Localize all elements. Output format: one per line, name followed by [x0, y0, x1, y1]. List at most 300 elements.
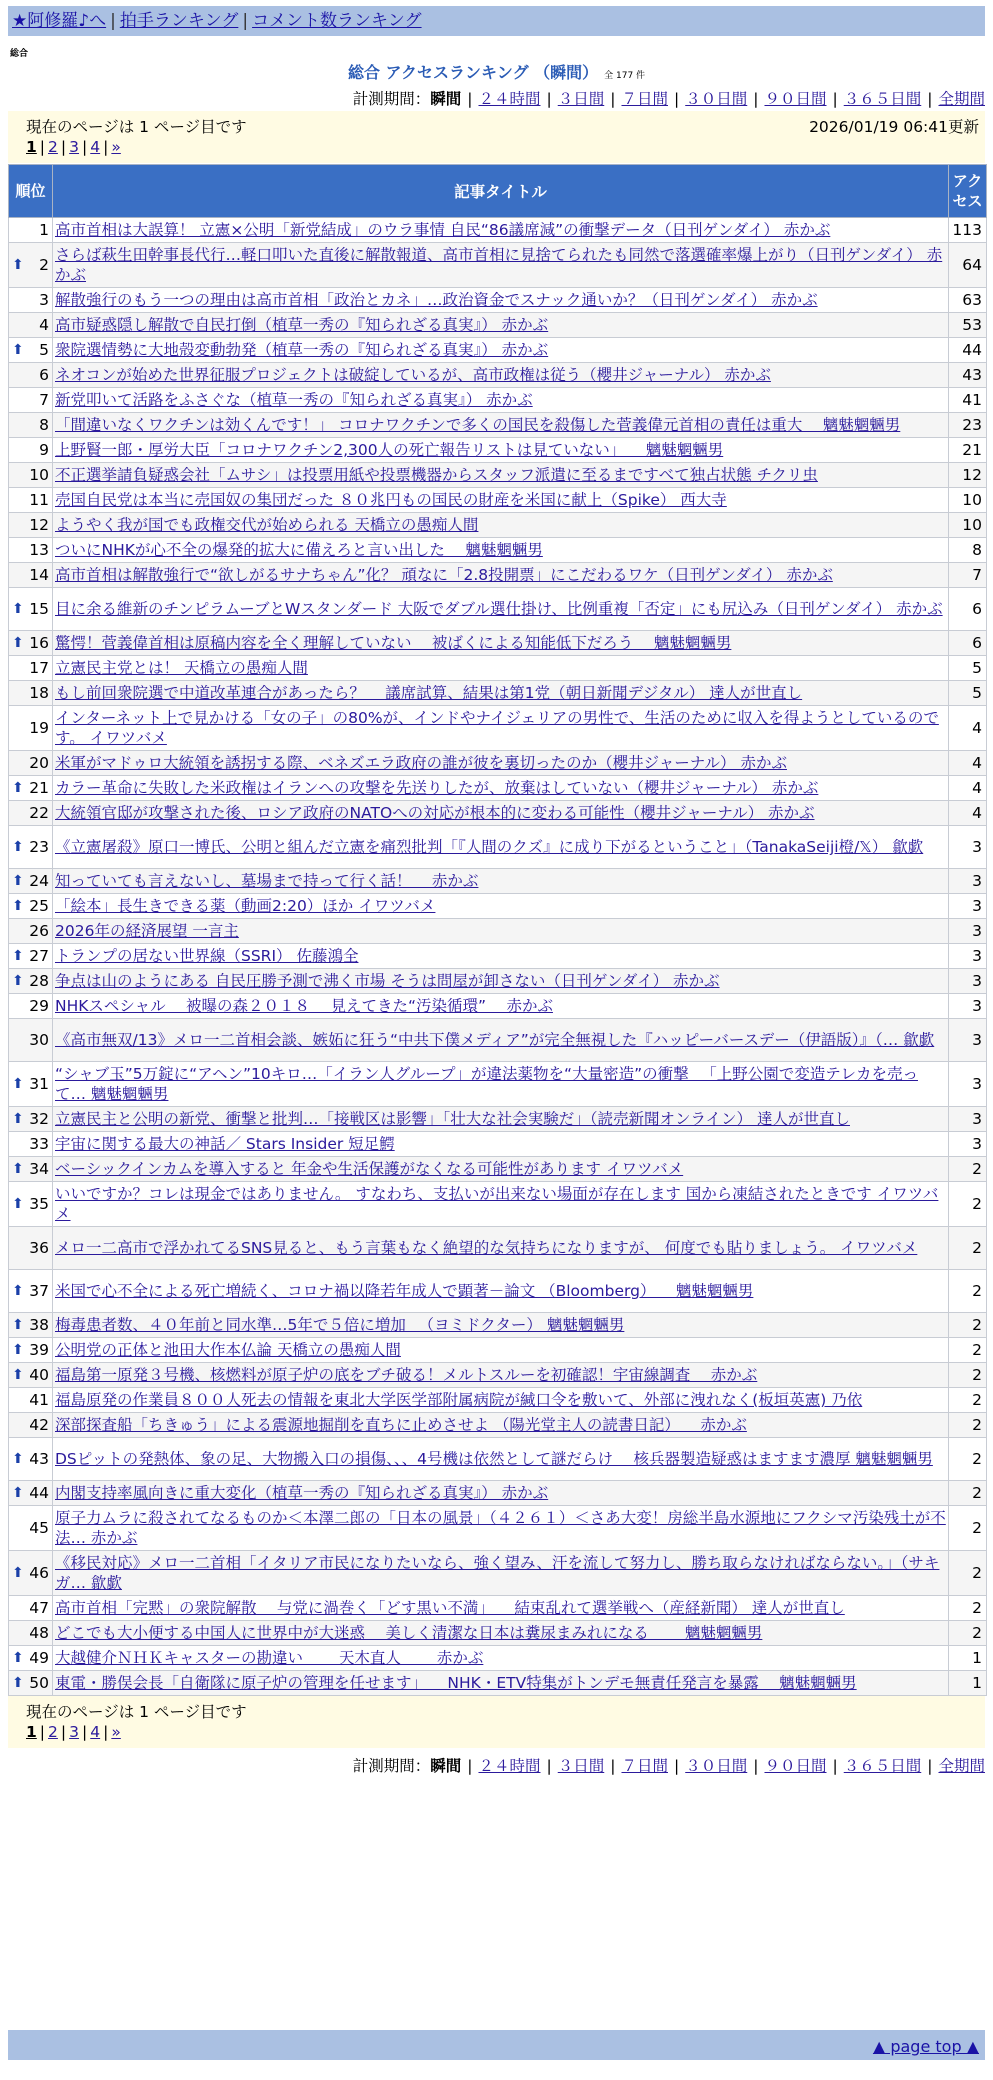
- page-link[interactable]: 3: [69, 1723, 80, 1741]
- period-link[interactable]: ３日間: [557, 90, 605, 108]
- article-title-link[interactable]: ようやく我が国でも政権交代が始められる 天橋立の愚痴人間: [55, 516, 479, 534]
- rank-number: 44: [29, 1484, 49, 1502]
- page-next-link[interactable]: »: [111, 1723, 121, 1741]
- period-link[interactable]: ２４時間: [478, 90, 541, 108]
- title-cell: [53, 869, 949, 894]
- title-cell: [53, 681, 949, 706]
- page-current: 1: [26, 138, 37, 156]
- title-cell: [53, 1107, 949, 1132]
- table-row: [9, 538, 987, 563]
- title-cell: [53, 1019, 949, 1062]
- up-arrow-icon: ⬆: [12, 342, 24, 358]
- rank-number: 37: [29, 1282, 49, 1300]
- up-arrow-icon: ⬆: [12, 948, 24, 964]
- access-count: 3: [949, 826, 987, 869]
- ranking-table: [8, 164, 987, 1696]
- period-separator: |: [467, 1757, 473, 1775]
- article-title-link[interactable]: 不正選挙請負疑惑会社「ムサシ」は投票用紙や投票機器からスタッフ派遣に至るまですべて独占状態 チクリ虫: [55, 466, 818, 484]
- article-title-link[interactable]: 立憲民主と公明の新党、衝撃と批判…「接戦区は影響」「壮大な社会実験だ」（読売新聞オンライン） 達人が世直し: [55, 1110, 850, 1128]
- article-title-link[interactable]: 公明党の正体と池田大作本仏論 天橋立の愚痴人間: [55, 1341, 401, 1359]
- rank-cell: [9, 488, 53, 513]
- article-title-link[interactable]: 深部探査船「ちきゅう」による震源地掘削を直ちに止めさせよ （陽光堂主人の読書日記） 赤かぶ: [55, 1416, 747, 1434]
- rank-number: 36: [29, 1239, 49, 1257]
- access-count: 3: [949, 1132, 987, 1157]
- page-separator: |: [60, 1723, 67, 1741]
- title-cell: [53, 1062, 949, 1107]
- rank-number: 45: [29, 1519, 49, 1537]
- access-count: 3: [949, 944, 987, 969]
- page-links: [26, 138, 121, 156]
- title-cell: [53, 1270, 949, 1313]
- title-header: 記事タイトル: [53, 165, 949, 218]
- rank-cell: [9, 1182, 53, 1227]
- rank-cell: [9, 1107, 53, 1132]
- page-next-link[interactable]: »: [111, 138, 121, 156]
- rank-number: 26: [29, 922, 49, 940]
- table-row: [9, 388, 987, 413]
- title-cell: [53, 538, 949, 563]
- access-count: 12: [949, 463, 987, 488]
- rank-number: 10: [29, 466, 49, 484]
- rank-number: 42: [29, 1416, 49, 1434]
- access-count: 8: [949, 538, 987, 563]
- table-row: [9, 631, 987, 656]
- access-count: 10: [949, 488, 987, 513]
- access-count: 5: [949, 656, 987, 681]
- up-arrow-icon: ⬆: [12, 1675, 24, 1691]
- period-separator: |: [832, 90, 838, 108]
- up-arrow-icon: ⬆: [12, 601, 24, 617]
- period-separator: |: [467, 90, 473, 108]
- up-arrow-icon: ⬆: [12, 1342, 24, 1358]
- rank-cell: [9, 1313, 53, 1338]
- rank-cell: [9, 656, 53, 681]
- article-title-link[interactable]: 立憲民主党とは！ 天橋立の愚痴人間: [55, 659, 308, 677]
- access-count: 2: [949, 1363, 987, 1388]
- up-arrow-icon: ⬆: [12, 1111, 24, 1127]
- title-cell: [53, 1506, 949, 1551]
- rank-number: 35: [29, 1195, 49, 1213]
- up-arrow-icon: ⬆: [12, 839, 24, 855]
- access-count: 3: [949, 1019, 987, 1062]
- rank-cell: [9, 1621, 53, 1646]
- table-row: [9, 994, 987, 1019]
- title-cell: [53, 218, 949, 243]
- article-title-link[interactable]: 衆院選情勢に大地殻変動勃発（植草一秀の『知られざる真実』） 赤かぶ: [55, 341, 549, 359]
- article-title-link[interactable]: さらば萩生田幹事長代行…軽口叩いた直後に解散報道、高市首相に見捨てられたも同然で落選確率爆上がり（日刊ゲンダイ） 赤かぶ: [55, 246, 943, 284]
- period-link[interactable]: ３６５日間: [843, 1757, 922, 1775]
- article-title-link[interactable]: 原子力ムラに殺されてなるものか＜本澤二郎の「日本の風景」（４２６１）＜さあ大変！房総半島水源地にフクシマ汚染残土が不法… 赤かぶ: [55, 1509, 946, 1547]
- rank-number: 19: [29, 719, 49, 737]
- table-row: [9, 1481, 987, 1506]
- title-cell: [53, 313, 949, 338]
- up-arrow-icon: ⬆: [12, 1367, 24, 1383]
- access-count: 113: [949, 218, 987, 243]
- up-arrow-icon: ⬆: [12, 1283, 24, 1299]
- rank-number: 1: [39, 221, 49, 239]
- access-count: 2: [949, 1551, 987, 1596]
- title-cell: [53, 1182, 949, 1227]
- rank-number: 16: [29, 634, 49, 652]
- rank-number: 5: [39, 341, 49, 359]
- title-cell: [53, 969, 949, 994]
- title-cell: [53, 919, 949, 944]
- access-count: 3: [949, 869, 987, 894]
- article-title-link[interactable]: 知っていても言えないし、墓場まで持って行く話！ 赤かぶ: [55, 872, 479, 890]
- table-row: [9, 944, 987, 969]
- period-link[interactable]: ３０日間: [685, 90, 748, 108]
- access-count: 3: [949, 919, 987, 944]
- rank-cell: [9, 869, 53, 894]
- rank-number: 20: [29, 754, 49, 772]
- table-row: [9, 438, 987, 463]
- table-row: [9, 969, 987, 994]
- rank-cell: [9, 338, 53, 363]
- article-title-link[interactable]: 高市首相は大誤算！ 立憲×公明「新党結成」のウラ事情 自民“86議席減”の衝撃データ（日刊ゲンダイ） 赤かぶ: [55, 221, 831, 239]
- period-link[interactable]: ３日間: [557, 1757, 605, 1775]
- table-row: [9, 1062, 987, 1107]
- nav-applause-ranking-link[interactable]: 拍手ランキング: [119, 11, 239, 31]
- access-count: 2: [949, 1157, 987, 1182]
- nav-separator: |: [242, 11, 249, 31]
- title-cell: [53, 243, 949, 288]
- table-row: [9, 869, 987, 894]
- rank-cell: [9, 944, 53, 969]
- article-title-link[interactable]: いいですか？コレは現金ではありません。 すなわち、支払いが出来ない場面が存在します 国から凍結されたときです イワツバメ: [55, 1185, 939, 1223]
- rank-number: 46: [29, 1564, 49, 1582]
- page-links: [26, 1723, 121, 1741]
- article-title-link[interactable]: 《立憲屠殺》原口一博氏、公明と組んだ立憲を痛烈批判「『人間のクズ』に成り下がるということ」（TanakaSeiji橙/𝕏） 歙歔: [55, 838, 924, 856]
- period-separator: |: [674, 90, 680, 108]
- rank-number: 27: [29, 947, 49, 965]
- article-title-link[interactable]: 内閣支持率風向きに重大変化（植草一秀の『知られざる真実』） 赤かぶ: [55, 1484, 549, 1502]
- article-title-link[interactable]: 驚愕！菅義偉首相は原稿内容を全く理解していない 被ばくによる知能低下だろう 魑魅魍魎男: [55, 634, 732, 652]
- rank-cell: [9, 463, 53, 488]
- table-row: [9, 801, 987, 826]
- period-link[interactable]: ２４時間: [478, 1757, 541, 1775]
- table-row: [9, 751, 987, 776]
- table-row: [9, 1132, 987, 1157]
- rank-cell: [9, 363, 53, 388]
- page-separator: |: [82, 138, 88, 156]
- up-arrow-icon: ⬆: [12, 898, 24, 914]
- table-row: [9, 1596, 987, 1621]
- rank-cell: [9, 1551, 53, 1596]
- article-title-link[interactable]: 福島第一原発３号機、核燃料が原子炉の底をブチ破る！メルトスルーを初確認！宇宙線調査 赤かぶ: [55, 1366, 758, 1384]
- article-title-link[interactable]: 大越健介ＮＨＫキャスターの勘違い 天木直人 赤かぶ: [55, 1649, 484, 1667]
- table-row: [9, 1227, 987, 1270]
- article-title-link[interactable]: ベーシックインカムを導入すると 年金や生活保護がなくなる可能性があります イワツバメ: [55, 1160, 684, 1178]
- top-nav-bar: [8, 6, 985, 36]
- rank-cell: [9, 894, 53, 919]
- title-cell: [53, 801, 949, 826]
- table-row: [9, 363, 987, 388]
- rank-number: 38: [29, 1316, 49, 1334]
- access-count: 2: [949, 1313, 987, 1338]
- article-title-link[interactable]: 上野賢一郎・厚労大臣「コロナワクチン2,300人の死亡報告リストは見ていない」 魑魅魍魎男: [55, 441, 724, 459]
- article-title-link[interactable]: 《高市無双/13》メロ一二首相会談、嫉妬に狂う“中共下僕メディア”が完全無視した『ハッピーバースデー（伊語版）』（… 歙歔: [55, 1031, 935, 1049]
- rank-number: 15: [29, 600, 49, 618]
- rank-number: 3: [39, 291, 49, 309]
- rank-number: 21: [29, 779, 49, 797]
- period-link[interactable]: ９０日間: [764, 1757, 827, 1775]
- updated-timestamp: 2026/01/19 06:41更新: [809, 118, 979, 136]
- title-cell: [53, 1596, 949, 1621]
- article-title-link[interactable]: 「間違いなくワクチンは効くんです！」 コロナワクチンで多くの国民を殺傷した菅義偉元首相の責任は重大 魑魅魍魎男: [55, 416, 901, 434]
- article-title-link[interactable]: 「絵本」長生きできる薬（動画2:20）ほか イワツバメ: [55, 897, 436, 915]
- access-count: 2: [949, 1481, 987, 1506]
- title-cell: [53, 1157, 949, 1182]
- article-title-link[interactable]: 争点は山のようにある 自民圧勝予測で沸く市場 そうは問屋が卸さない（日刊ゲンダイ） 赤かぶ: [55, 972, 720, 990]
- period-link[interactable]: ９０日間: [764, 90, 827, 108]
- period-link[interactable]: ３０日間: [685, 1757, 748, 1775]
- title-cell: [53, 438, 949, 463]
- page-link[interactable]: 2: [48, 138, 58, 156]
- period-separator: |: [610, 1757, 616, 1775]
- rank-number: 39: [29, 1341, 49, 1359]
- table-row: [9, 1388, 987, 1413]
- period-separator: |: [753, 1757, 759, 1775]
- period-separator: |: [832, 1757, 838, 1775]
- rank-number: 28: [29, 972, 49, 990]
- page-title: [0, 60, 993, 83]
- table-row: [9, 706, 987, 751]
- period-current: 瞬間: [430, 90, 462, 108]
- table-row: [9, 463, 987, 488]
- rank-number: 43: [29, 1450, 49, 1468]
- page-link[interactable]: 4: [90, 138, 101, 156]
- rank-number: 29: [29, 997, 49, 1015]
- table-row: [9, 656, 987, 681]
- category-label: 総合: [10, 49, 29, 59]
- rank-number: 7: [39, 391, 49, 409]
- rank-cell: [9, 801, 53, 826]
- page-info: 現在のページは 1 ページ目です: [26, 1703, 247, 1721]
- access-count: 2: [949, 1621, 987, 1646]
- rank-cell: [9, 588, 53, 631]
- rank-number: 48: [29, 1624, 49, 1642]
- period-label: 計測期間：: [352, 1757, 431, 1775]
- title-cell: [53, 1551, 949, 1596]
- article-title-link[interactable]: メロ一二高市で浮かれてるSNS見ると、もう言葉もなく絶望的な気持ちになりますが、 何度でも貼りましょう。 イワツバメ: [55, 1239, 918, 1257]
- page-info: 現在のページは 1 ページ目です: [26, 118, 247, 136]
- table-row: [9, 288, 987, 313]
- up-arrow-icon: ⬆: [12, 1650, 24, 1666]
- table-row: [9, 1551, 987, 1596]
- article-title-link[interactable]: 高市首相「完黙」の衆院解散 与党に渦巻く「どす黒い不満」 結束乱れて選挙戦へ（産経新聞） 達人が世直し: [55, 1599, 845, 1617]
- rank-number: 14: [29, 566, 49, 584]
- page-link[interactable]: 4: [90, 1723, 101, 1741]
- rank-header: 順位: [9, 165, 53, 218]
- article-title-link[interactable]: インターネット上で見かける「女の子」の80%が、インドやナイジェリアの男性で、生活のために収入を得ようとしているのです。 イワツバメ: [55, 709, 939, 747]
- article-title-link[interactable]: 《移民対応》メロ一二首相「イタリア市民になりたいなら、強く望み、汗を流して努力し、勝ち取らなければならない。」（サキガ… 歙歔: [55, 1554, 940, 1592]
- period-link[interactable]: 全期間: [938, 90, 985, 108]
- article-title-link[interactable]: ついにNHKが心不全の爆発的拡大に備えろと言い出した 魑魅魍魎男: [55, 541, 543, 559]
- title-cell: [53, 463, 949, 488]
- page-link[interactable]: 2: [48, 1723, 58, 1741]
- table-row: [9, 413, 987, 438]
- access-count: 43: [949, 363, 987, 388]
- article-title-link[interactable]: DSピットの発熱体、象の足、大物搬入口の損傷、、、4号機は依然として謎だらけ 核兵器製造疑惑はますます濃厚 魑魅魍魎男: [55, 1450, 933, 1468]
- rank-cell: [9, 1646, 53, 1671]
- period-separator: |: [546, 1757, 552, 1775]
- up-arrow-icon: ⬆: [12, 1565, 24, 1581]
- article-title-link[interactable]: どこでも大小便する中国人に世界中が大迷惑 美しく清潔な日本は糞尿まみれになる 魑魅魍魎男: [55, 1624, 763, 1642]
- access-count: 4: [949, 751, 987, 776]
- rank-number: 24: [29, 872, 49, 890]
- access-count: 6: [949, 588, 987, 631]
- page-separator: |: [103, 1723, 109, 1741]
- article-title-link[interactable]: 東電・勝俣会長「自衛隊に原子炉の管理を任せます」 NHK・ETV特集がトンデモ無責任発言を暴露 魑魅魍魎男: [55, 1674, 857, 1692]
- page-link[interactable]: 3: [69, 138, 80, 156]
- access-count: 2: [949, 1596, 987, 1621]
- title-cell: [53, 994, 949, 1019]
- page-separator: |: [103, 138, 109, 156]
- period-separator: |: [753, 90, 759, 108]
- page-current: 1: [26, 1723, 37, 1741]
- title-cell: [53, 1481, 949, 1506]
- access-count: 2: [949, 1270, 987, 1313]
- rank-cell: [9, 538, 53, 563]
- rank-number: 31: [29, 1075, 49, 1093]
- rank-number: 23: [29, 838, 49, 856]
- period-link[interactable]: 全期間: [938, 1757, 985, 1775]
- article-title-link[interactable]: 2026年の経済展望 一言主: [55, 922, 239, 940]
- article-title-link[interactable]: もし前回衆院選で中道改革連合があったら？ 議席試算、結果は第1党（朝日新聞デジタル） 達人が世直し: [55, 684, 803, 702]
- rank-cell: [9, 243, 53, 288]
- table-row: [9, 1270, 987, 1313]
- article-title-link[interactable]: “シャブ玉”5万錠に“アヘン”10キロ…「イラン人グループ」が違法薬物を“大量密造”の衝撃 「上野公園で変造テレカを売って… 魑魅魍魎男: [55, 1065, 918, 1103]
- period-link[interactable]: ７日間: [621, 1757, 668, 1775]
- article-title-link[interactable]: 宇宙に関する最大の神話／ Stars Insider 短足鰐: [55, 1135, 395, 1153]
- rank-cell: [9, 681, 53, 706]
- page-top-link[interactable]: ▲ page top ▲: [872, 2037, 979, 2056]
- table-row: [9, 488, 987, 513]
- article-title-link[interactable]: 売国自民党は本当に売国奴の集団だった ８０兆円もの国民の財産を米国に献上（Spike） 西大寺: [55, 491, 727, 509]
- nav-separator: |: [110, 11, 116, 31]
- access-count: 3: [949, 1062, 987, 1107]
- rank-cell: [9, 1019, 53, 1062]
- access-count: 41: [949, 388, 987, 413]
- title-cell: [53, 388, 949, 413]
- period-separator: |: [927, 90, 933, 108]
- table-row: [9, 919, 987, 944]
- nav-home-link[interactable]: ★阿修羅♪へ: [12, 11, 107, 31]
- page-separator: |: [39, 138, 46, 156]
- title-cell: [53, 288, 949, 313]
- table-header-row: [9, 165, 987, 218]
- article-title-link[interactable]: ネオコンが始めた世界征服プロジェクトは破綻しているが、高市政権は従う（櫻井ジャーナル） 赤かぶ: [55, 366, 771, 384]
- period-link[interactable]: ７日間: [621, 90, 668, 108]
- rank-cell: [9, 1481, 53, 1506]
- page-separator: |: [60, 138, 67, 156]
- rank-cell: [9, 969, 53, 994]
- rank-cell: [9, 313, 53, 338]
- article-title-link[interactable]: 目に余る維新のチンピラムーブとWスタンダード 大阪でダブル選仕掛け、比例重複「否定」にも尻込み（日刊ゲンダイ） 赤かぶ: [55, 600, 943, 618]
- article-title-link[interactable]: 解散強行のもう一つの理由は高市首相「政治とカネ」…政治資金でスナック通いか？（日刊ゲンダイ） 赤かぶ: [55, 291, 818, 309]
- access-count: 3: [949, 994, 987, 1019]
- rank-cell: [9, 288, 53, 313]
- title-cell: [53, 631, 949, 656]
- rank-number: 34: [29, 1160, 49, 1178]
- up-arrow-icon: ⬆: [12, 1076, 24, 1092]
- table-row: [9, 563, 987, 588]
- rank-number: 2: [39, 256, 49, 274]
- article-title-link[interactable]: 新党叩いて活路をふさぐな（植草一秀の『知られざる真実』） 赤かぶ: [55, 391, 533, 409]
- table-row: [9, 1338, 987, 1363]
- rank-number: 11: [29, 491, 49, 509]
- nav-comment-ranking-link[interactable]: コメント数ランキング: [252, 11, 422, 31]
- up-arrow-icon: ⬆: [12, 780, 24, 796]
- table-row: [9, 1107, 987, 1132]
- table-row: [9, 894, 987, 919]
- article-title-link[interactable]: 梅毒患者数、４０年前と同水準…5年で５倍に増加 （ヨミドクター） 魑魅魍魎男: [55, 1316, 625, 1334]
- title-cell: [53, 1363, 949, 1388]
- period-link[interactable]: ３６５日間: [843, 90, 922, 108]
- article-title-link[interactable]: NHKスペシャル 被曝の森２０１８ 見えてきた“汚染循環” 赤かぶ: [55, 997, 553, 1015]
- article-title-link[interactable]: カラー革命に失敗した米政権はイランへの攻撃を先送りしたが、放棄はしていない（櫻井ジャーナル） 赤かぶ: [55, 779, 819, 797]
- access-count: 21: [949, 438, 987, 463]
- rank-cell: [9, 513, 53, 538]
- table-row: [9, 1506, 987, 1551]
- table-row: [9, 1019, 987, 1062]
- access-count: 63: [949, 288, 987, 313]
- title-cell: [53, 1413, 949, 1438]
- title-cell: [53, 1388, 949, 1413]
- up-arrow-icon: ⬆: [12, 635, 24, 651]
- rank-number: 50: [29, 1674, 49, 1692]
- title-cell: [53, 588, 949, 631]
- access-count: 2: [949, 1438, 987, 1481]
- table-row: [9, 1671, 987, 1696]
- title-cell: [53, 1671, 949, 1696]
- period-separator: |: [927, 1757, 933, 1775]
- article-title-link[interactable]: 高市首相は解散強行で“欲しがるサナちゃん”化？ 頑なに「2.8投開票」にこだわるワケ（日刊ゲンダイ） 赤かぶ: [55, 566, 833, 584]
- rank-cell: [9, 994, 53, 1019]
- article-title-link[interactable]: 米軍がマドゥロ大統領を誘拐する際、ベネズエラ政府の誰が彼を裏切ったのか（櫻井ジャーナル） 赤かぶ: [55, 754, 787, 772]
- table-row: [9, 1646, 987, 1671]
- article-title-link[interactable]: 高市疑惑隠し解散で自民打倒（植草一秀の『知られざる真実』） 赤かぶ: [55, 316, 549, 334]
- access-count: 64: [949, 243, 987, 288]
- up-arrow-icon: ⬆: [12, 1451, 24, 1467]
- access-count: 1: [949, 1646, 987, 1671]
- article-title-link[interactable]: 大統領官邸が攻撃された後、ロシア政府のNATOへの対応が根本的に変わる可能性（櫻井ジャーナル） 赤かぶ: [55, 804, 815, 822]
- rank-cell: [9, 826, 53, 869]
- rank-cell: [9, 1157, 53, 1182]
- title-cell: [53, 1621, 949, 1646]
- up-arrow-icon: ⬆: [12, 1317, 24, 1333]
- access-count: 5: [949, 681, 987, 706]
- up-arrow-icon: ⬆: [12, 973, 24, 989]
- article-title-link[interactable]: 米国で心不全による死亡増続く、コロナ禍以降若年成人で顕著－論文 （Bloomberg） 魑魅魍魎男: [55, 1282, 754, 1300]
- rank-cell: [9, 1388, 53, 1413]
- table-row: [9, 1157, 987, 1182]
- access-count: 3: [949, 1107, 987, 1132]
- period-separator: |: [546, 90, 552, 108]
- table-row: [9, 1313, 987, 1338]
- rank-number: 17: [29, 659, 49, 677]
- article-title-link[interactable]: トランプの居ない世界線（SSRI） 佐藤鴻全: [55, 947, 359, 965]
- up-arrow-icon: ⬆: [12, 873, 24, 889]
- title-cell: [53, 1646, 949, 1671]
- title-cell: [53, 1227, 949, 1270]
- article-title-link[interactable]: 福島原発の作業員８００人死去の情報を東北大学医学部附属病院が緘口令を敷いて、外部に洩れなく(板垣英憲) 乃依: [55, 1391, 863, 1409]
- period-current: 瞬間: [430, 1757, 462, 1775]
- table-row: [9, 313, 987, 338]
- rank-number: 40: [29, 1366, 49, 1384]
- table-row: [9, 826, 987, 869]
- title-cell: [53, 656, 949, 681]
